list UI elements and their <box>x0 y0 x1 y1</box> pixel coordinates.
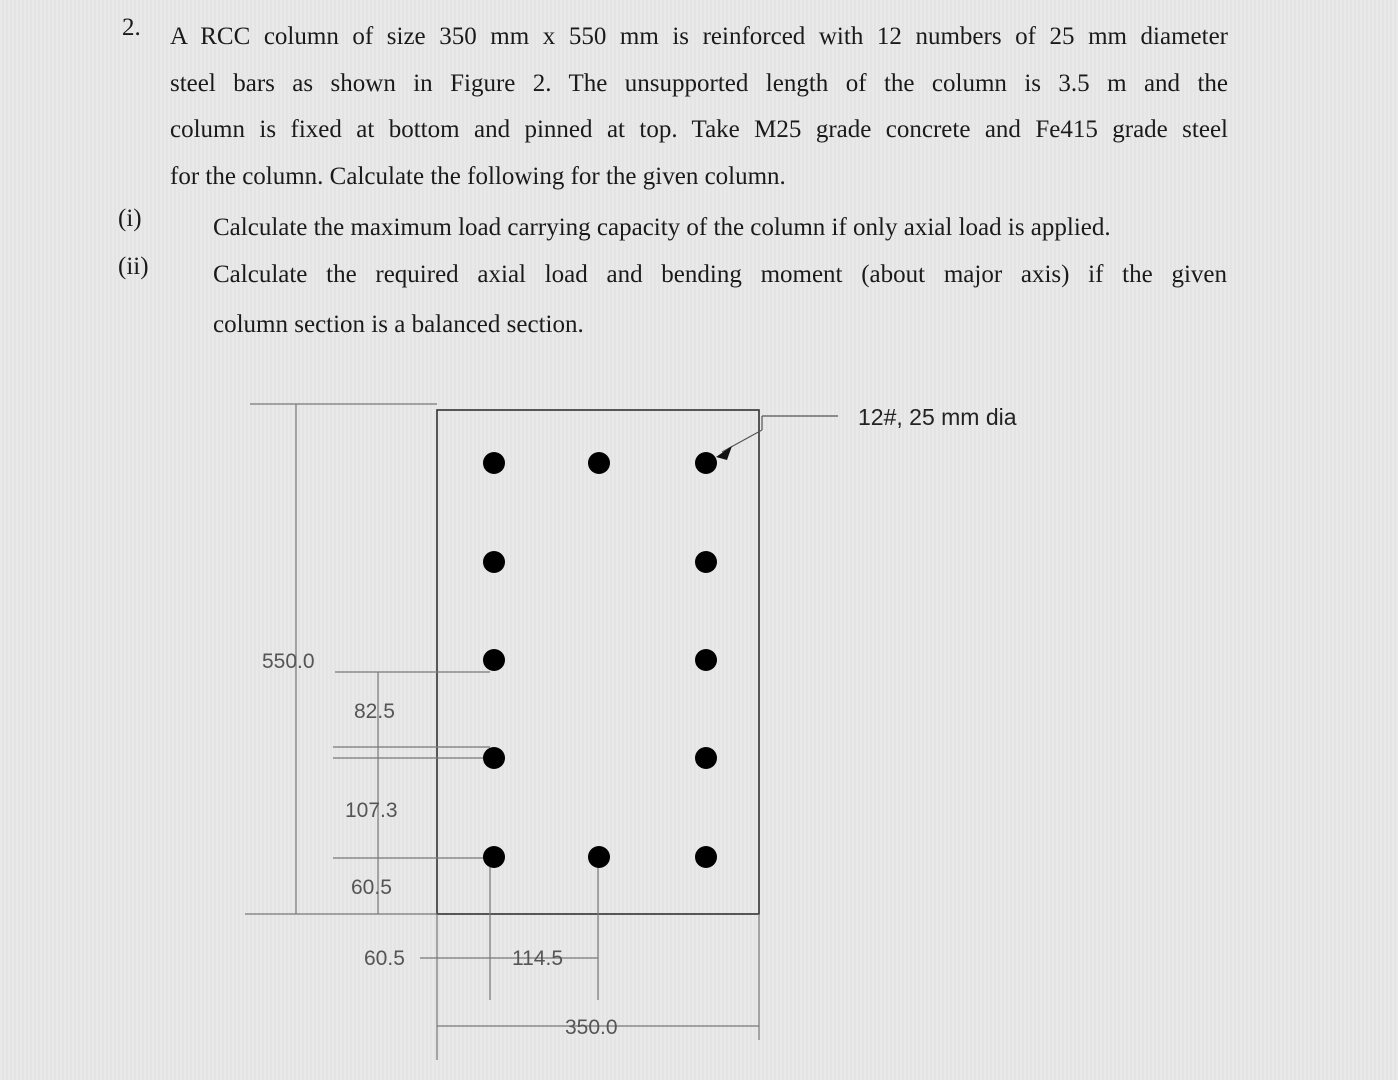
part-ii-label: (ii) <box>118 253 149 280</box>
rebar <box>483 452 505 474</box>
rebar <box>588 846 610 868</box>
statement-line: A RCC column of size 350 mm x 550 mm is reinforced with 12 numbers of 25 mm diameter <box>170 23 1228 50</box>
rebar <box>588 452 610 474</box>
leader-arrowhead <box>716 446 732 460</box>
rebar <box>483 649 505 671</box>
rebar <box>483 747 505 769</box>
rebar <box>483 846 505 868</box>
statement-line: column is fixed at bottom and pinned at top. Take M25 grade concrete and Fe415 grade steel <box>170 116 1228 143</box>
rebar <box>695 846 717 868</box>
spacing-dimension-label: 107.3 <box>345 799 398 822</box>
cover-dimension-label: 60.5 <box>364 947 405 970</box>
cover-dimension-label: 60.5 <box>351 876 392 899</box>
rebar <box>695 452 717 474</box>
statement-line: for the column. Calculate the following for the given column. <box>170 162 786 190</box>
part-i-label: (i) <box>118 205 142 232</box>
part-line: Calculate the maximum load carrying capacity of the column if only axial load is applied. <box>213 214 1111 241</box>
question-number: 2. <box>122 14 141 41</box>
spacing-dimension-label: 114.5 <box>512 947 563 970</box>
rebar <box>695 649 717 671</box>
rebar <box>695 551 717 573</box>
rebar <box>483 551 505 573</box>
rebar-group <box>483 452 717 868</box>
statement-line: steel bars as shown in Figure 2. The unsupported length of the column is 3.5 m and the <box>170 69 1228 97</box>
width-dimension-label: 350.0 <box>565 1016 618 1039</box>
height-dimension-label: 550.0 <box>262 650 315 673</box>
spacing-dimension-label: 82.5 <box>354 700 395 723</box>
part-line: column section is a balanced section. <box>213 311 584 338</box>
rebar <box>695 747 717 769</box>
rebar-callout-label: 12#, 25 mm dia <box>858 404 1017 430</box>
part-line: Calculate the required axial load and bending moment (about major axis) if the given <box>213 261 1227 288</box>
